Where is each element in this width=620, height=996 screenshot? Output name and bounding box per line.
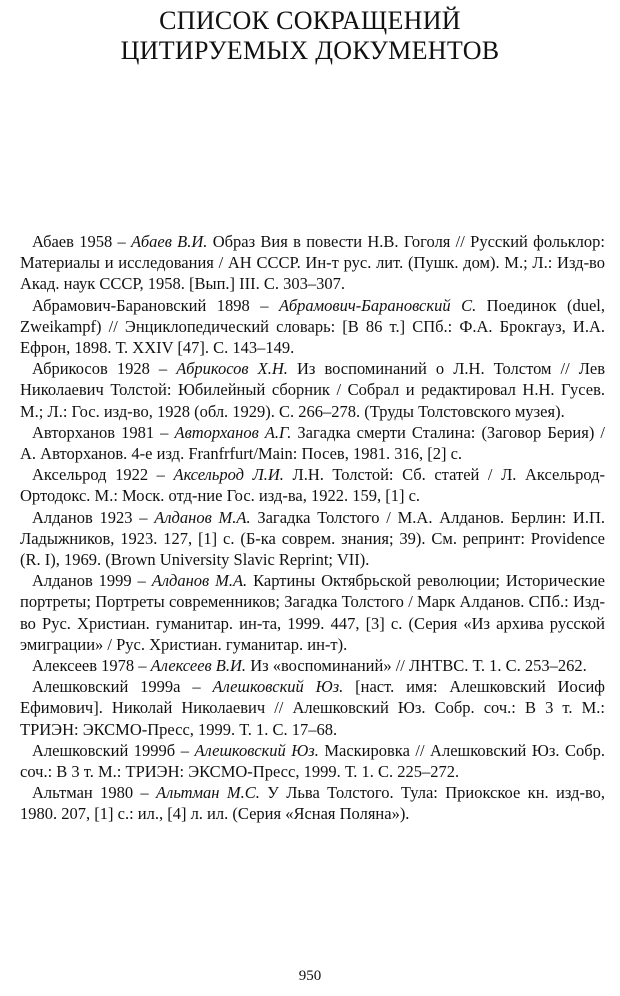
entry-text: Картины Октябрьской революции; Исторические портреты; Портреты современников; Загадка Толстого / Марк Алданов. СПб.: Изд-во Рус. Христиан. гуманитар. ин-та, 1999. 447, [3] с. (Серия «Из архива русской эмиграции» / Рус. Христиан. гуманитар. ин-т).: [20, 571, 605, 654]
page-title-line-2: ЦИТИРУЕМЫХ ДОКУМЕНТОВ: [120, 36, 500, 65]
page-title-line-1: СПИСОК СОКРАЩЕНИЙ: [159, 6, 461, 35]
entry-text: У Льва Толстого. Тула: Приокское кн. изд-во, 1980. 207, [1] с.: ил., [4] л. ил. (Серия «Ясная Поляна»).: [20, 783, 605, 824]
entry-author: Алданов М.А.: [151, 571, 248, 591]
entry-text: [наст. имя: Алешковский Иосиф Ефимович]. Николай Николаевич // Алешковский Юз. Собр. соч.: В 3 т. М.: ТРИЭН: ЭКСМО-Пресс, 1999. Т. 1. С. 17–68.: [20, 677, 605, 739]
entry-key: Алданов 1999 –: [32, 571, 152, 591]
entry-key: Алешковский 1999а –: [32, 677, 213, 697]
list-item: [20, 422, 605, 464]
entry-key: Аксельрод 1922 –: [32, 465, 174, 485]
entry-text: Из воспоминаний о Л.Н. Толстом // Лев Николаевич Толстой: Юбилейный сборник / Собрал и редактировал Н.Н. Гусев. М.; Л.: Гос. изд-во, 1928 (обл. 1929). С. 266–278. (Труды Толстовского музея).: [20, 359, 605, 421]
page-number: 950: [298, 968, 322, 984]
entry-author: Альтман М.С.: [156, 783, 260, 803]
entry-text: Загадка Толстого / М.А. Алданов. Берлин: И.П. Ладыжников, 1923. 127, [1] с. (Б-ка соврем. знания; 39). См. репринт: Providence (R. I), 1969. (Brown University Slavic Reprint; VII).: [20, 507, 605, 570]
entry-text: Образ Вия в повести Н.В. Гоголя // Русский фольклор: Материалы и исследования / АН СССР. Ин-т рус. лит. (Пушк. дом). М.; Л.: Изд-во Акад. наук СССР, 1958. [Вып.] III. С. 303–307.: [20, 232, 605, 294]
list-item: [20, 570, 605, 655]
list-item: [20, 676, 605, 740]
entry-key: Алексеев 1978 –: [32, 656, 151, 676]
entry-author: Алешковский Юз.: [194, 740, 319, 760]
entry-author: Алданов М.А.: [154, 507, 251, 527]
entry-key: Абрамович-Барановский 1898 –: [32, 295, 279, 315]
list-item: [20, 464, 605, 506]
entry-author: Авторханов А.Г.: [174, 422, 292, 442]
entry-author: Абрикосов Х.Н.: [176, 359, 288, 379]
entry-key: Авторханов 1981 –: [32, 422, 175, 442]
entry-author: Абаев В.И.: [131, 232, 208, 251]
entry-author: Аксельрод Л.И.: [173, 465, 284, 485]
list-item: [20, 655, 605, 676]
entry-text: Маскировка // Алешковский Юз. Собр. соч.: В 3 т. М.: ТРИЭН: ЭКСМО-Пресс, 1999. Т. 1. С. 225–272.: [20, 740, 605, 782]
abbreviation-list: [20, 231, 605, 825]
entry-author: Алексеев В.И.: [150, 656, 247, 676]
entry-author: Абрамович-Барановский С.: [279, 295, 477, 315]
entry-key: Альтман 1980 –: [32, 783, 157, 803]
entry-key: Алданов 1923 –: [32, 507, 155, 527]
entry-key: Абрикосов 1928 –: [32, 359, 177, 379]
list-item: [20, 507, 605, 571]
list-item: [20, 782, 605, 824]
entry-key: Абаев 1958 –: [32, 232, 132, 251]
list-item: [20, 295, 605, 359]
entry-text: Л.Н. Толстой: Сб. статей / Л. Аксельрод-Ортодокс. М.: Моск. отд-ние Гос. изд-ва, 1922. 159, [1] с.: [20, 465, 605, 506]
entry-author: Алешковский Юз.: [212, 677, 344, 697]
entry-key: Алешковский 1999б –: [32, 740, 195, 760]
list-item: [20, 740, 605, 782]
page-title: [0, 6, 620, 66]
list-item: [20, 358, 605, 422]
list-item: [20, 231, 605, 295]
entry-text: Из «воспоминаний» // ЛНТВС. Т. 1. С. 253–262.: [246, 656, 587, 676]
entry-text: Поединок (duel, Zweikampf) // Энциклопедический словарь: [В 86 т.] СПб.: Ф.А. Брокгауз, И.А. Ефрон, 1898. Т. XXIV [47]. С. 143–149.: [20, 295, 605, 358]
entry-text: Загадка смерти Сталина: (Заговор Берия) / А. Авторханов. 4-е изд. Franfrfurt/Main: Посев, 1981. 316, [2] с.: [20, 422, 606, 464]
